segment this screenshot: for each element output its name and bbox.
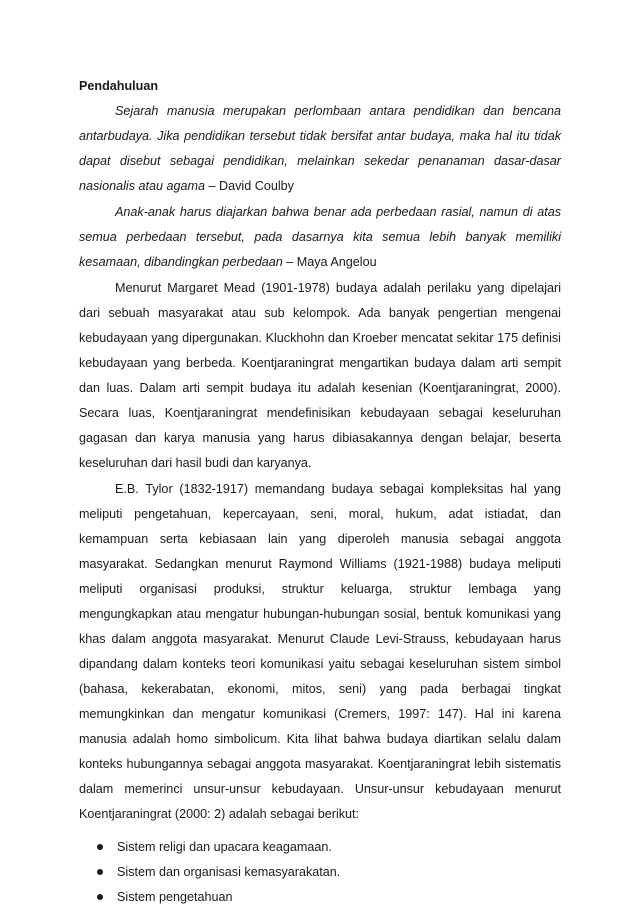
quote-text: Anak-anak harus diajarkan bahwa benar ada perbedaan rasial, namun di atas semua perbedaan tersebut, pada dasarnya kita semua lebih banyak memiliki kesamaan, dibandingkan perbedaan <box>79 205 561 269</box>
document-page <box>79 74 561 910</box>
list-item-text: Sistem pengetahuan <box>117 890 233 904</box>
body-paragraph: E.B. Tylor (1832-1917) memandang budaya sebagai kompleksitas hal yang meliputi pengetahuan, kepercayaan, seni, moral, hukum, adat istiadat, dan kemampuan serta kebiasaan lain yang diperoleh manusia sebagai anggota masyarakat. Sedangkan menurut Raymond Williams (1921-1988) budaya meliputi meliputi organisasi produksi, struktur keluarga, struktur lembaga yang mengungkapkan atau mengatur hubungan-hubungan sosial, bentuk komunikasi yang khas dalam anggota masyarakat. Menurut Claude Levi-Strauss, kebudayaan harus dipandang dalam konteks teori komunikasi yaitu sebagai keseluruhan sistem simbol (bahasa, kekerabatan, ekonomi, mitos, seni) yang pada berbagai tingkat memungkinkan dan mengatur komunikasi (Cremers, 1997: 147). Hal ini karena manusia adalah homo simbolicum. Kita lihat bahwa budaya diartikan selalu dalam konteks hubungannya sebagai anggota masyarakat. Koentjaraningrat lebih sistematis dalam memerinci unsur-unsur kebudayaan. Unsur-unsur kebudayaan menurut Koentjaraningrat (2000: 2) adalah sebagai berikut: <box>79 482 561 821</box>
list-item <box>97 860 561 885</box>
list-item-text: Sistem dan organisasi kemasyarakatan. <box>117 865 341 879</box>
quote-paragraph <box>79 200 561 275</box>
bullet-icon <box>97 869 103 875</box>
list-item-text: Sistem religi dan upacara keagamaan. <box>117 840 332 854</box>
quote-text: Sejarah manusia merupakan perlombaan antara pendidikan dan bencana antarbudaya. Jika pendidikan tersebut tidak bersifat antar budaya, maka hal itu tidak dapat disebut sebagai pendidikan, melainkan sekedar penanaman dasar-dasar nasionalis atau agama <box>79 104 561 193</box>
culture-elements-list <box>79 835 561 910</box>
list-item <box>97 885 561 910</box>
quote-author: – Maya Angelou <box>282 255 377 269</box>
body-paragraph: Menurut Margaret Mead (1901-1978) budaya adalah perilaku yang dipelajari dari sebuah masyarakat atau sub kelompok. Ada banyak pengertian mengenai kebudayaan yang dipergunakan. Kluckhohn dan Kroeber mencatat sekitar 175 definisi kebudayaan yang berbeda. Koentjaraningrat mengartikan budaya dalam arti sempit dan luas. Dalam arti sempit budaya itu adalah kesenian (Koentjaraningrat, 2000). Secara luas, Koentjaraningrat mendefinisikan kebudayaan sebagai keseluruhan gagasan dan karya manusia yang harus dibiasakannya dengan belajar, beserta keseluruhan dari hasil budi dan karyanya. <box>79 281 561 470</box>
bullet-icon <box>97 894 103 900</box>
bullet-icon <box>97 844 103 850</box>
quote-author: – David Coulby <box>205 179 294 193</box>
list-item <box>97 835 561 860</box>
section-heading: Pendahuluan <box>79 79 159 93</box>
quote-paragraph <box>79 99 561 199</box>
